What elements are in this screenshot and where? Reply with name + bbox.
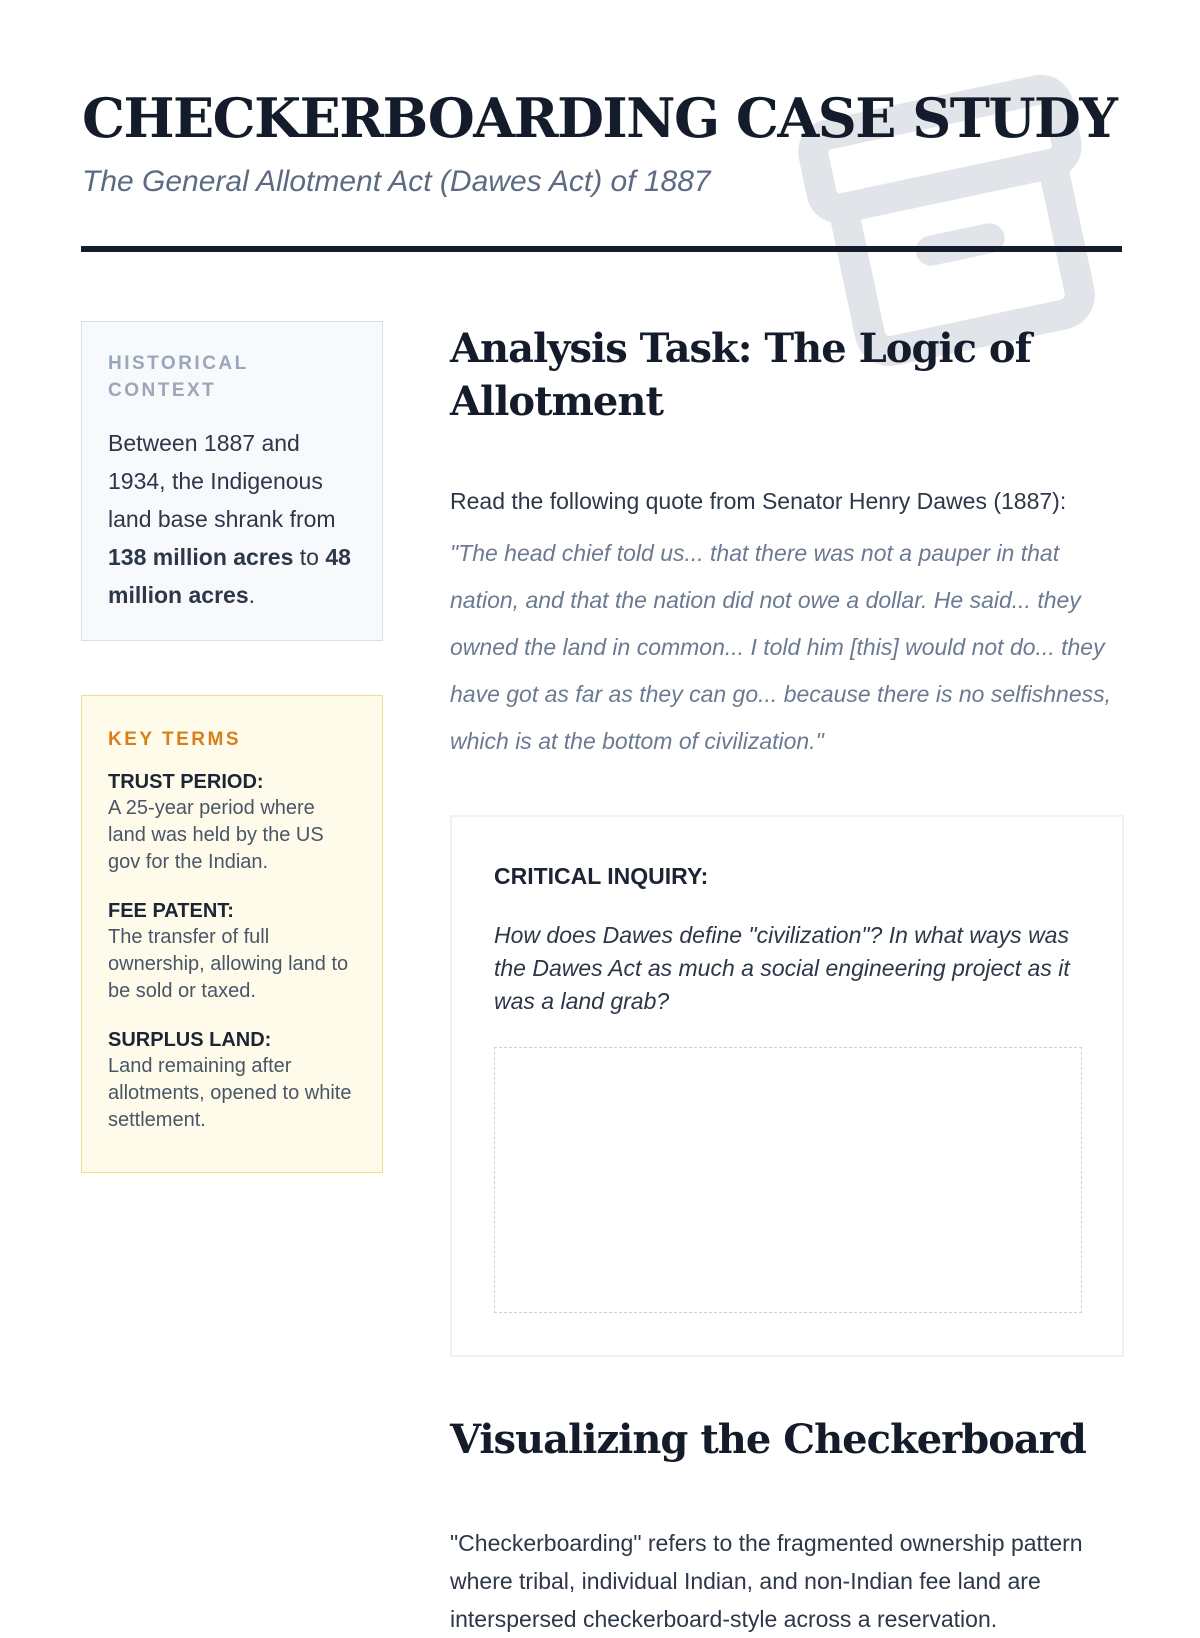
analysis-heading: Analysis Task: The Logic of Allotment bbox=[450, 325, 1031, 425]
analysis-intro: Read the following quote from Senator Henry Dawes (1887): bbox=[450, 488, 1067, 514]
context-text-start: Between 1887 and 1934, the Indigenous land base shrank from bbox=[108, 430, 336, 532]
visualizing-heading: Visualizing the Checkerboard bbox=[450, 1416, 1086, 1463]
page-title: CHECKERBOARDING CASE STUDY bbox=[82, 86, 1117, 150]
critical-inquiry-question: How does Dawes define "civilization"? In what ways was the Dawes Act as much a social engineering project as it was a land grab? bbox=[494, 922, 1070, 1014]
visualizing-body: "Checkerboarding" refers to the fragmented ownership pattern where tribal, individual Indian, and non-Indian fee land are interspersed checkerboard-style across a reservation. bbox=[450, 1530, 1083, 1632]
context-acres-from: 138 million acres bbox=[108, 544, 294, 570]
analysis-section bbox=[450, 322, 1126, 765]
page-header bbox=[82, 82, 1122, 202]
critical-inquiry-box bbox=[450, 815, 1124, 1357]
key-term-item bbox=[108, 769, 356, 876]
context-acres-to: 48 million acres bbox=[108, 544, 351, 608]
key-term-definition: The transfer of full ownership, allowing land to be sold or taxed. bbox=[108, 926, 349, 1002]
key-term-name: FEE PATENT: bbox=[108, 900, 234, 922]
key-terms-heading: KEY TERMS bbox=[108, 729, 242, 750]
key-term-item bbox=[108, 1027, 356, 1134]
context-text-end: . bbox=[248, 582, 256, 608]
critical-inquiry-label: CRITICAL INQUIRY: bbox=[494, 863, 709, 889]
key-term-item bbox=[108, 898, 356, 1005]
key-term-definition: A 25-year period where land was held by the US gov for the Indian. bbox=[108, 797, 324, 873]
page-subtitle: The General Allotment Act (Dawes Act) of 1887 bbox=[82, 165, 711, 198]
historical-context-heading: HISTORICAL CONTEXT bbox=[108, 353, 249, 401]
context-text-middle: to bbox=[293, 544, 326, 570]
key-term-name: SURPLUS LAND: bbox=[108, 1029, 272, 1051]
historical-context-text bbox=[108, 424, 356, 614]
key-term-definition: Land remaining after allotments, opened to white settlement. bbox=[108, 1055, 352, 1131]
dawes-quote: "The head chief told us... that there was not a pauper in that nation, and that the nation did not owe a dollar. He said... they owned the land in common... I told him [this] would not do... they have got as far as they can go... because there is no selfishness, which is at the bottom of civilization." bbox=[450, 540, 1112, 754]
historical-context-card bbox=[81, 321, 383, 641]
answer-area[interactable] bbox=[494, 1047, 1082, 1313]
visualizing-section bbox=[450, 1413, 1126, 1638]
key-term-name: TRUST PERIOD: bbox=[108, 771, 264, 793]
header-divider bbox=[81, 246, 1122, 252]
key-terms-card bbox=[81, 695, 383, 1173]
